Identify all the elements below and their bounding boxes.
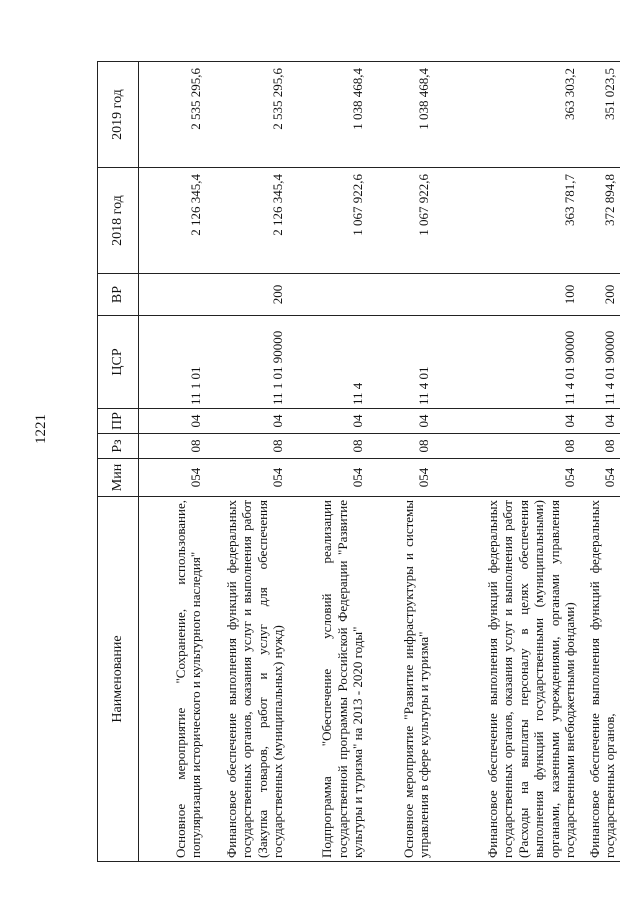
row-pr: 04	[580, 409, 620, 434]
row-pr: 04	[368, 409, 434, 434]
row-csr: 11 4 01	[368, 316, 434, 409]
row-name: Финансовое обеспечение выполнения функций федеральных государственных органов, оказания услуг и выполнения работ (Расходы на выплаты персоналу в целях обеспечения выполнения функций государственными (муниципальными) органами, казенными учреждениями, органами управления государственными внебюджетными фондами)	[434, 497, 580, 862]
row-csr: 11 4 01 90000	[580, 316, 620, 409]
row-min: 054	[288, 459, 368, 497]
row-rz: 08	[139, 434, 206, 459]
row-pr: 04	[139, 409, 206, 434]
header-row	[98, 62, 139, 862]
row-pr: 04	[206, 409, 288, 434]
row-pr: 04	[288, 409, 368, 434]
table-row	[139, 62, 206, 862]
row-2018: 2 126 345,4	[206, 168, 288, 274]
row-2018: 372 894,8	[580, 168, 620, 274]
row-min: 054	[580, 459, 620, 497]
row-vr: 100	[434, 274, 580, 316]
table-row	[368, 62, 434, 862]
row-2019: 1 038 468,4	[368, 62, 434, 168]
row-2019: 2 535 295,6	[139, 62, 206, 168]
row-rz: 08	[368, 434, 434, 459]
row-2018: 2 126 345,4	[139, 168, 206, 274]
row-csr: 11 4 01 90000	[434, 316, 580, 409]
page-number: 1221	[33, 414, 49, 444]
row-2019: 351 023,5	[580, 62, 620, 168]
header-rz: Рз	[98, 434, 139, 459]
row-vr	[368, 274, 434, 316]
row-csr: 11 1 01	[139, 316, 206, 409]
table-row	[206, 62, 288, 862]
row-min: 054	[434, 459, 580, 497]
header-pr: ПР	[98, 409, 139, 434]
row-2018: 363 781,7	[434, 168, 580, 274]
row-rz: 08	[580, 434, 620, 459]
row-rz: 08	[288, 434, 368, 459]
row-min: 054	[368, 459, 434, 497]
row-2019: 1 038 468,4	[288, 62, 368, 168]
row-name: Подпрограмма "Обеспечение условий реализации государственной программы Российской Федерации "Развитие культуры и туризма" на 2013 - 2020 годы"	[288, 497, 368, 862]
budget-table-container	[97, 62, 620, 862]
row-2019: 363 303,2	[434, 62, 580, 168]
budget-table	[97, 61, 620, 862]
header-vr: ВР	[98, 274, 139, 316]
row-csr: 11 4	[288, 316, 368, 409]
row-min: 054	[139, 459, 206, 497]
row-name: Основное мероприятие "Развитие инфраструктуры и системы управления в сфере культуры и туризма"	[368, 497, 434, 862]
row-name: Финансовое обеспечение выполнения функций федеральных государственных органов, оказания услуг и выполнения работ (Закупка товаров, работ и услуг для обеспечения государственных (муниципальных) нужд)	[206, 497, 288, 862]
table-row	[434, 62, 580, 862]
row-min: 054	[206, 459, 288, 497]
row-rz: 08	[206, 434, 288, 459]
row-2019: 2 535 295,6	[206, 62, 288, 168]
row-vr: 200	[206, 274, 288, 316]
header-2019: 2019 год	[98, 62, 139, 168]
row-name: Финансовое обеспечение выполнения функций федеральных государственных органов,	[580, 497, 620, 862]
header-name: Наименование	[98, 497, 139, 862]
row-rz: 08	[434, 434, 580, 459]
header-csr: ЦСР	[98, 316, 139, 409]
header-min: Мин	[98, 459, 139, 497]
row-name: Основное мероприятие "Сохранение, использование, популяризация исторического и культурного наследия"	[139, 497, 206, 862]
table-row	[580, 62, 620, 862]
row-2018: 1 067 922,6	[368, 168, 434, 274]
header-2018: 2018 год	[98, 168, 139, 274]
row-vr	[139, 274, 206, 316]
row-pr: 04	[434, 409, 580, 434]
table-row	[288, 62, 368, 862]
row-vr	[288, 274, 368, 316]
row-2018: 1 067 922,6	[288, 168, 368, 274]
row-csr: 11 1 01 90000	[206, 316, 288, 409]
row-vr: 200	[580, 274, 620, 316]
